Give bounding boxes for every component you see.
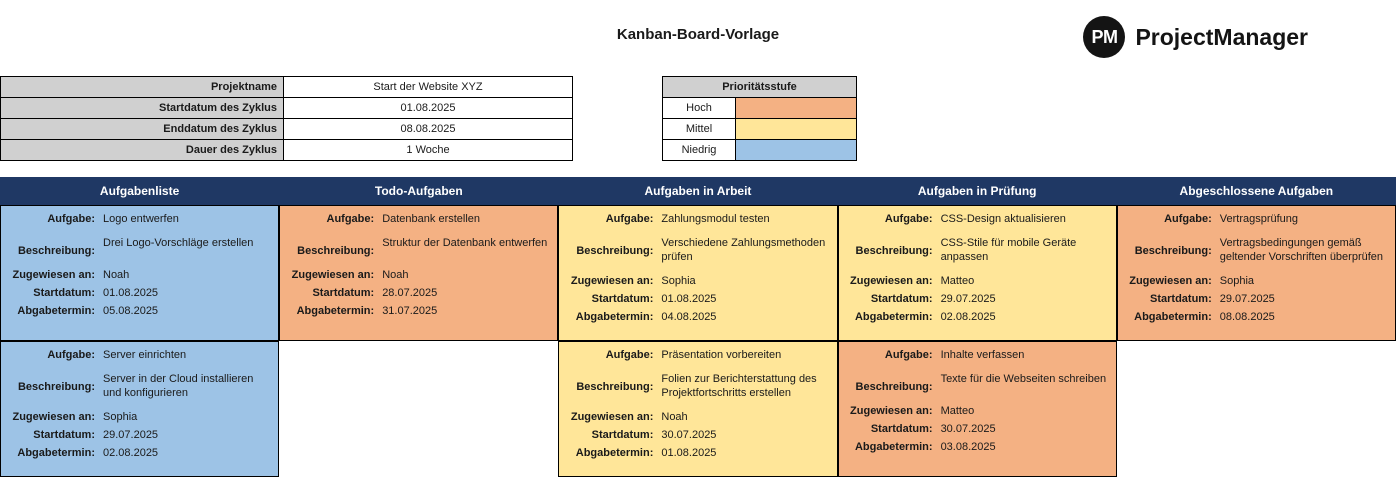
card-start-value[interactable]: 29.07.2025	[1219, 293, 1275, 305]
card-due-value[interactable]: 03.08.2025	[940, 441, 996, 453]
due-row	[843, 440, 1112, 454]
start-row	[5, 428, 274, 442]
description-label: Beschreibung:	[576, 245, 654, 257]
description-label: Beschreibung:	[1134, 245, 1212, 257]
kanban-card[interactable]	[558, 205, 837, 341]
card-start-value[interactable]: 29.07.2025	[940, 293, 996, 305]
kanban-card[interactable]	[838, 205, 1117, 341]
priority-legend-table	[662, 76, 857, 161]
project-info-body	[1, 77, 573, 161]
start-label: Startdatum:	[33, 287, 95, 299]
description-row	[843, 236, 1112, 264]
card-assigned-value[interactable]: Noah	[661, 411, 688, 423]
info-value[interactable]: 08.08.2025	[284, 119, 573, 140]
task-label: Aufgabe:	[47, 349, 95, 361]
card-start-value[interactable]: 28.07.2025	[382, 287, 438, 299]
due-label: Abgabetermin:	[854, 311, 933, 323]
kanban-column	[838, 177, 1117, 477]
kanban-column	[558, 177, 837, 477]
info-value[interactable]: 01.08.2025	[284, 98, 573, 119]
description-label: Beschreibung:	[576, 381, 654, 393]
card-assigned-value[interactable]: Matteo	[940, 275, 975, 287]
description-row	[5, 372, 274, 400]
card-assigned-value[interactable]: Sophia	[661, 275, 696, 287]
kanban-column-header: Todo-Aufgaben	[279, 177, 558, 205]
priority-header: Prioritätsstufe	[663, 77, 857, 98]
assigned-label: Zugewiesen an:	[1129, 275, 1212, 287]
start-row	[563, 428, 832, 442]
start-label: Startdatum:	[591, 429, 654, 441]
description-row	[843, 372, 1112, 394]
card-start-value[interactable]: 01.08.2025	[661, 293, 717, 305]
card-description-value[interactable]: Verschiedene Zahlungsmethoden prüfen	[661, 237, 826, 263]
due-row	[563, 446, 832, 460]
kanban-card-empty	[1117, 341, 1396, 477]
due-row	[284, 304, 553, 318]
card-due-value[interactable]: 08.08.2025	[1219, 311, 1275, 323]
start-label: Startdatum:	[591, 293, 654, 305]
kanban-card[interactable]	[1117, 205, 1396, 341]
start-row	[284, 286, 553, 300]
task-row	[5, 348, 274, 362]
priority-legend-body	[663, 77, 857, 161]
description-row	[5, 236, 274, 258]
assigned-label: Zugewiesen an:	[570, 411, 654, 423]
assigned-row	[563, 274, 832, 288]
card-due-value[interactable]: 04.08.2025	[661, 311, 717, 323]
start-row	[843, 422, 1112, 436]
due-label: Abgabetermin:	[296, 305, 375, 317]
assigned-label: Zugewiesen an:	[12, 411, 95, 423]
card-assigned-value[interactable]: Noah	[103, 269, 130, 281]
info-row	[1, 119, 573, 140]
kanban-card-empty	[279, 341, 558, 477]
priority-color-swatch	[736, 98, 857, 119]
card-assigned-value[interactable]: Sophia	[1219, 275, 1255, 287]
start-label: Startdatum:	[870, 293, 933, 305]
due-label: Abgabetermin:	[17, 447, 95, 459]
task-row	[5, 212, 274, 226]
assigned-row	[1122, 274, 1391, 288]
due-row	[5, 304, 274, 318]
description-row	[284, 236, 553, 258]
start-row	[5, 286, 274, 300]
kanban-column-header: Aufgabenliste	[0, 177, 279, 205]
assigned-label: Zugewiesen an:	[570, 275, 654, 287]
priority-color-swatch	[736, 119, 857, 140]
card-due-value[interactable]: 31.07.2025	[382, 305, 438, 317]
task-row	[1122, 212, 1391, 226]
assigned-label: Zugewiesen an:	[291, 269, 375, 281]
start-row	[563, 292, 832, 306]
description-label: Beschreibung:	[17, 245, 95, 257]
assigned-row	[5, 410, 274, 424]
kanban-column-header: Abgeschlossene Aufgaben	[1117, 177, 1396, 205]
assigned-row	[284, 268, 553, 282]
card-task-value[interactable]: Datenbank erstellen	[382, 213, 481, 225]
task-label: Aufgabe:	[47, 213, 95, 225]
info-row	[1, 140, 573, 161]
card-task-value[interactable]: Logo entwerfen	[103, 213, 179, 225]
due-label: Abgabetermin:	[17, 305, 95, 317]
description-label: Beschreibung:	[17, 381, 95, 393]
info-label: Projektname	[1, 77, 284, 98]
info-value[interactable]: Start der Website XYZ	[284, 77, 573, 98]
due-row	[5, 446, 274, 460]
info-row	[1, 77, 573, 98]
card-description-value[interactable]: Folien zur Berichterstattung des Projektfortschritts erstellen	[661, 373, 817, 399]
due-label: Abgabetermin:	[1134, 311, 1212, 323]
kanban-column	[1117, 177, 1396, 477]
description-label: Beschreibung:	[297, 245, 375, 257]
task-row	[843, 348, 1112, 362]
info-label: Dauer des Zyklus	[1, 140, 284, 161]
info-row	[1, 98, 573, 119]
card-start-value[interactable]: 29.07.2025	[103, 429, 159, 441]
priority-label: Hoch	[663, 98, 736, 119]
card-start-value[interactable]: 30.07.2025	[940, 423, 996, 435]
due-label: Abgabetermin:	[575, 447, 654, 459]
project-info-table	[0, 76, 573, 161]
brand-name: ProjectManager	[1135, 23, 1308, 50]
description-row	[563, 372, 832, 400]
start-label: Startdatum:	[33, 429, 95, 441]
description-row	[1122, 236, 1391, 264]
kanban-card[interactable]	[0, 205, 279, 341]
info-label: Enddatum des Zyklus	[1, 119, 284, 140]
card-task-value[interactable]: CSS-Design aktualisieren	[940, 213, 1066, 225]
task-row	[563, 212, 832, 226]
card-task-value[interactable]: Zahlungsmodul testen	[661, 213, 770, 225]
pm-circle-logo: PM	[1083, 16, 1125, 58]
task-row	[563, 348, 832, 362]
start-label: Startdatum:	[1150, 293, 1212, 305]
kanban-card[interactable]	[0, 341, 279, 477]
task-label: Aufgabe:	[605, 213, 654, 225]
due-row	[563, 310, 832, 324]
task-row	[843, 212, 1112, 226]
kanban-card[interactable]	[558, 341, 837, 477]
kanban-board	[0, 177, 1396, 477]
task-row	[284, 212, 553, 226]
task-label: Aufgabe:	[1164, 213, 1212, 225]
card-task-value[interactable]: Server einrichten	[103, 349, 187, 361]
description-label: Beschreibung:	[855, 381, 933, 393]
card-due-value[interactable]: 05.08.2025	[103, 305, 159, 317]
priority-row	[663, 140, 857, 161]
info-value[interactable]: 1 Woche	[284, 140, 573, 161]
priority-row	[663, 119, 857, 140]
assigned-label: Zugewiesen an:	[850, 405, 933, 417]
kanban-column-header: Aufgaben in Arbeit	[558, 177, 837, 205]
card-description-value[interactable]: Vertragsbedingungen gemäß geltender Vorschriften überprüfen	[1219, 237, 1384, 263]
due-label: Abgabetermin:	[575, 311, 654, 323]
description-label: Beschreibung:	[855, 245, 933, 257]
card-assigned-value[interactable]: Matteo	[940, 405, 975, 417]
card-task-value[interactable]: Vertragsprüfung	[1219, 213, 1299, 225]
card-due-value[interactable]: 02.08.2025	[103, 447, 159, 459]
card-description-value[interactable]: Server in der Cloud installieren und konfigurieren	[103, 373, 254, 399]
info-label: Startdatum des Zyklus	[1, 98, 284, 119]
card-task-value[interactable]: Präsentation vorbereiten	[661, 349, 782, 361]
card-start-value[interactable]: 01.08.2025	[103, 287, 159, 299]
kanban-column	[0, 177, 279, 477]
assigned-row	[843, 274, 1112, 288]
card-due-value[interactable]: 01.08.2025	[661, 447, 717, 459]
start-row	[843, 292, 1112, 306]
priority-label: Niedrig	[663, 140, 736, 161]
kanban-column-header: Aufgaben in Prüfung	[838, 177, 1117, 205]
assigned-label: Zugewiesen an:	[850, 275, 933, 287]
assigned-label: Zugewiesen an:	[12, 269, 95, 281]
brand-logo	[1083, 16, 1308, 58]
due-row	[843, 310, 1112, 324]
priority-color-swatch	[736, 140, 857, 161]
due-row	[1122, 310, 1391, 324]
card-task-value[interactable]: Inhalte verfassen	[940, 349, 1025, 361]
task-label: Aufgabe:	[326, 213, 375, 225]
card-start-value[interactable]: 30.07.2025	[661, 429, 717, 441]
card-description-value[interactable]: Drei Logo-Vorschläge erstellen	[103, 237, 254, 249]
priority-header-row	[663, 77, 857, 98]
card-assigned-value[interactable]: Sophia	[103, 411, 138, 423]
card-description-value[interactable]: Struktur der Datenbank entwerfen	[382, 237, 548, 249]
start-row	[1122, 292, 1391, 306]
description-row	[563, 236, 832, 264]
assigned-row	[843, 404, 1112, 418]
page-title: Kanban-Board-Vorlage	[616, 26, 780, 43]
priority-label: Mittel	[663, 119, 736, 140]
start-label: Startdatum:	[870, 423, 933, 435]
kanban-column	[279, 177, 558, 477]
assigned-row	[5, 268, 274, 282]
card-due-value[interactable]: 02.08.2025	[940, 311, 996, 323]
card-description-value[interactable]: Texte für die Webseiten schreiben	[940, 373, 1107, 385]
card-assigned-value[interactable]: Noah	[382, 269, 409, 281]
task-label: Aufgabe:	[605, 349, 654, 361]
priority-row	[663, 98, 857, 119]
kanban-card[interactable]	[838, 341, 1117, 477]
assigned-row	[563, 410, 832, 424]
task-label: Aufgabe:	[884, 349, 933, 361]
card-description-value[interactable]: CSS-Stile für mobile Geräte anpassen	[940, 237, 1077, 263]
start-label: Startdatum:	[312, 287, 375, 299]
task-label: Aufgabe:	[884, 213, 933, 225]
kanban-card[interactable]	[279, 205, 558, 341]
due-label: Abgabetermin:	[854, 441, 933, 453]
